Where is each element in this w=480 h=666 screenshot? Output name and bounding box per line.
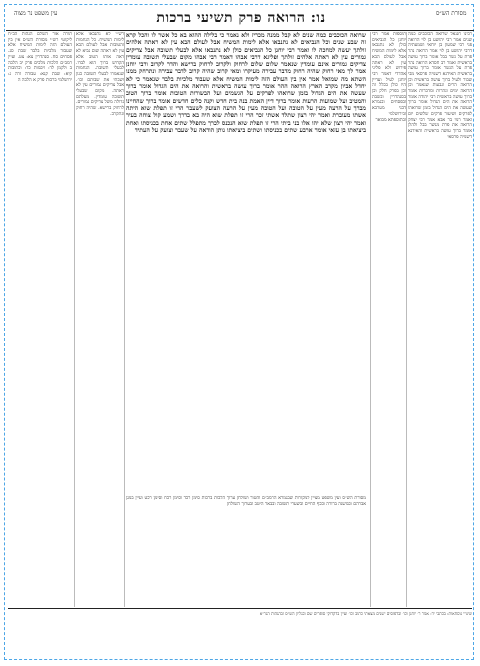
footer-divider [8,608,472,609]
bottom-commentary [126,496,366,604]
rashi-column [76,32,124,607]
page-title: נו: הרואה פרק תשיעי ברכות [156,10,326,26]
left-commentary-text: תורה אור השלם הגהות הב״ח ליקוטי רש״י מסורת הש״ס אין בין העולם הזה לימות המשיח אלא שעבוד מלכיות בלבד שבת סג. פסחים סח. סנהדרין צא: צט. ועיין רמב״ם הלכות מלכים פרק יב הלכה ב ולקמן לד: ויבמות כד: וכתובות קיא: שבת קנא: עבודה זרה ג: ירושלמי ברכות פרק א הלכה ה [8,32,72,83]
footer-text: שינויי נוסחאות: בכתבי יד: אמר ר׳ יוחנן וכו׳ ובדפוסים ישנים מצאתי כתוב וכו׳ ועיין בדקדוקי סופרים שם ובגליון הש״ס ובהגהות הגר״א [259,611,472,616]
tosafot-text: תוספות אמר רבי יוחנן כל הנביאים כולן לא נתנבאו אלא לימות המשיח אבל לעולם הבא עין לא ראתה פירוש ולא פליגי אהדדי דאמר רבי יוחנן לעיל ועדיין היו כולן בכלל זה וכן בפרק חלק וכן בסנהדרין ובשבת ובפסחים ובגמרא דבני מערבא ובירושלמי ובתוספתא מבואר [372,32,406,123]
tosafot-column [372,32,406,607]
page-header [6,8,474,31]
bottom-commentary-text: מסורת הש״ס ועין משפט מציין למקורות שבגמרא הרמב״ם והטור ושולחן ערוך הלכות ברכות סימן רכד וסימן רכח וסימן רכט ועיין במגן אברהם ובמשנה ברורה ובכף החיים ובשערי תשובה ובבאר היטב ובערוך השולחן [126,496,366,507]
right-commentary-text: רבינו חננאל שרואה הכוכבים כמה שנים אמר רבי יהושע בן לוי הרואה פני רבי שמעון בן יוחאי ושמעתיה דרבי יהושע בן לוי אמר הרואה נהר פרת על גשר בבל אומר ברוך עושה בראשית ואמר רב חסדא הרואה נהר פרת על הגשר אומר ברוך עושה בראשית האידנא דשנויה פרסאי מבי שבור ולעיל ברוך עושה בראשית וכן הרואה הרים וגבעות שנאמר וכן הרואה ימים ונהרות ומדברות אומר ברוך עושה בראשית רבי יהודה אומר הרואה את הים הגדול אומר ברוך שעשה את הים הגדול בזמן שרואהו לפרקים ושיעור פרקים שלשים יום ואמר רמי בר אבא אמר רבי יצחק הרואה את פרת מגשר בבל ולהלן אומר ברוך עושה בראשית והאידנא דשנויה פרסאי [408,32,472,140]
column-divider [406,32,407,607]
rashi-text: רש״י לא נתנבאו אלא לימות המשיח. כל הנחמות והטובות אבל לעולם הבא עין לא ראתה שום נביא לא ראה אותו הטוב אלא הקדוש ברוך הוא לבדו. לבעלי תשובה. הנחמות שנאמרו לבעלי תשובה כגון ושבתי את שבותם וכו׳. אבל צדיקים גמורים עין לא ראתה. מקום שבעלי תשובה עומדין. מעלתם גדולה משל צדיקים גמורים. לרחוק ברישא. שהיה רחוק ונתקרב. [76,32,124,117]
header-left-label: עין משפט נר מצוה [14,10,58,17]
right-commentary-column [408,32,472,607]
left-commentary-column [8,32,72,607]
column-divider [370,32,371,607]
page-footer [8,611,472,651]
main-text: שרואה הכוכבים כמה שנים לא קבל ממנה מכריז ולא נאמר כי בלילה ההוא בא כל אשר לו והכל קרא זה שבע שנים וכל הנביאים לא נתנבאו אלא לימות המשיח אבל לעולם הבא עין לא ראתה אלהים זולתך יעשה למחכה לו ואמר רבי יוחנן כל הנביאים כולן לא נתנבאו אלא לבעלי תשובה אבל צדיקים גמורים עין לא ראתה אלהים זולתך ופליגא דרבי אבהו דאמר רבי אבהו מקום שבעלי תשובה עומדין צדיקים גמורים אינם עומדין שנאמר שלום שלום לרחוק ולקרוב לרחוק ברישא והדר לקרוב ורבי יוחנן אמר לך מאי רחוק שהיה רחוק מדבר עבירה מעיקרו ומאי קרוב שהיה קרוב לדבר עבירה ונתרחק ממנו השתא מה שמואל אמר אין בין העולם הזה לימות המשיח אלא שעבוד מלכיות בלבד שנאמר כי לא יחדל אביון מקרב הארץ הרואה ההר אומר ברוך עושה בראשית והרואה את הים הגדול אומר ברוך שעשה את הים הגדול בזמן שרואהו לפרקים על הגשמים ועל הבשורות הטובות אומר ברוך הטוב והמטיב ועל שמועות הרעות אומר ברוך דיין האמת בנה בית חדש וקנה כלים חדשים אומר ברוך שהחיינו מברך על הרעה מעין על הטובה ועל הטובה מעין על הרעה הצועק לשעבר הרי זו תפלת שוא היתה אשתו מעוברת ואמר יהי רצון שתלד אשתי זכר הרי זו תפלת שוא היה בא בדרך ושמע קול צוחה בעיר ואמר יהי רצון שלא יהו אלו בני ביתי הרי זו תפלת שוא הנכנס לכרך מתפלל שתים אחת בכניסתו ואחת ביציאתו בן עזאי אומר ארבע שתים בכניסתו ושתים ביציאתו נותן הודאה על שעבר וצועק על העתיד [126,32,366,134]
column-divider [74,32,75,607]
header-right-label: מסורת הש״ס [436,10,467,17]
main-text-column [126,32,366,492]
column-divider [124,32,125,607]
